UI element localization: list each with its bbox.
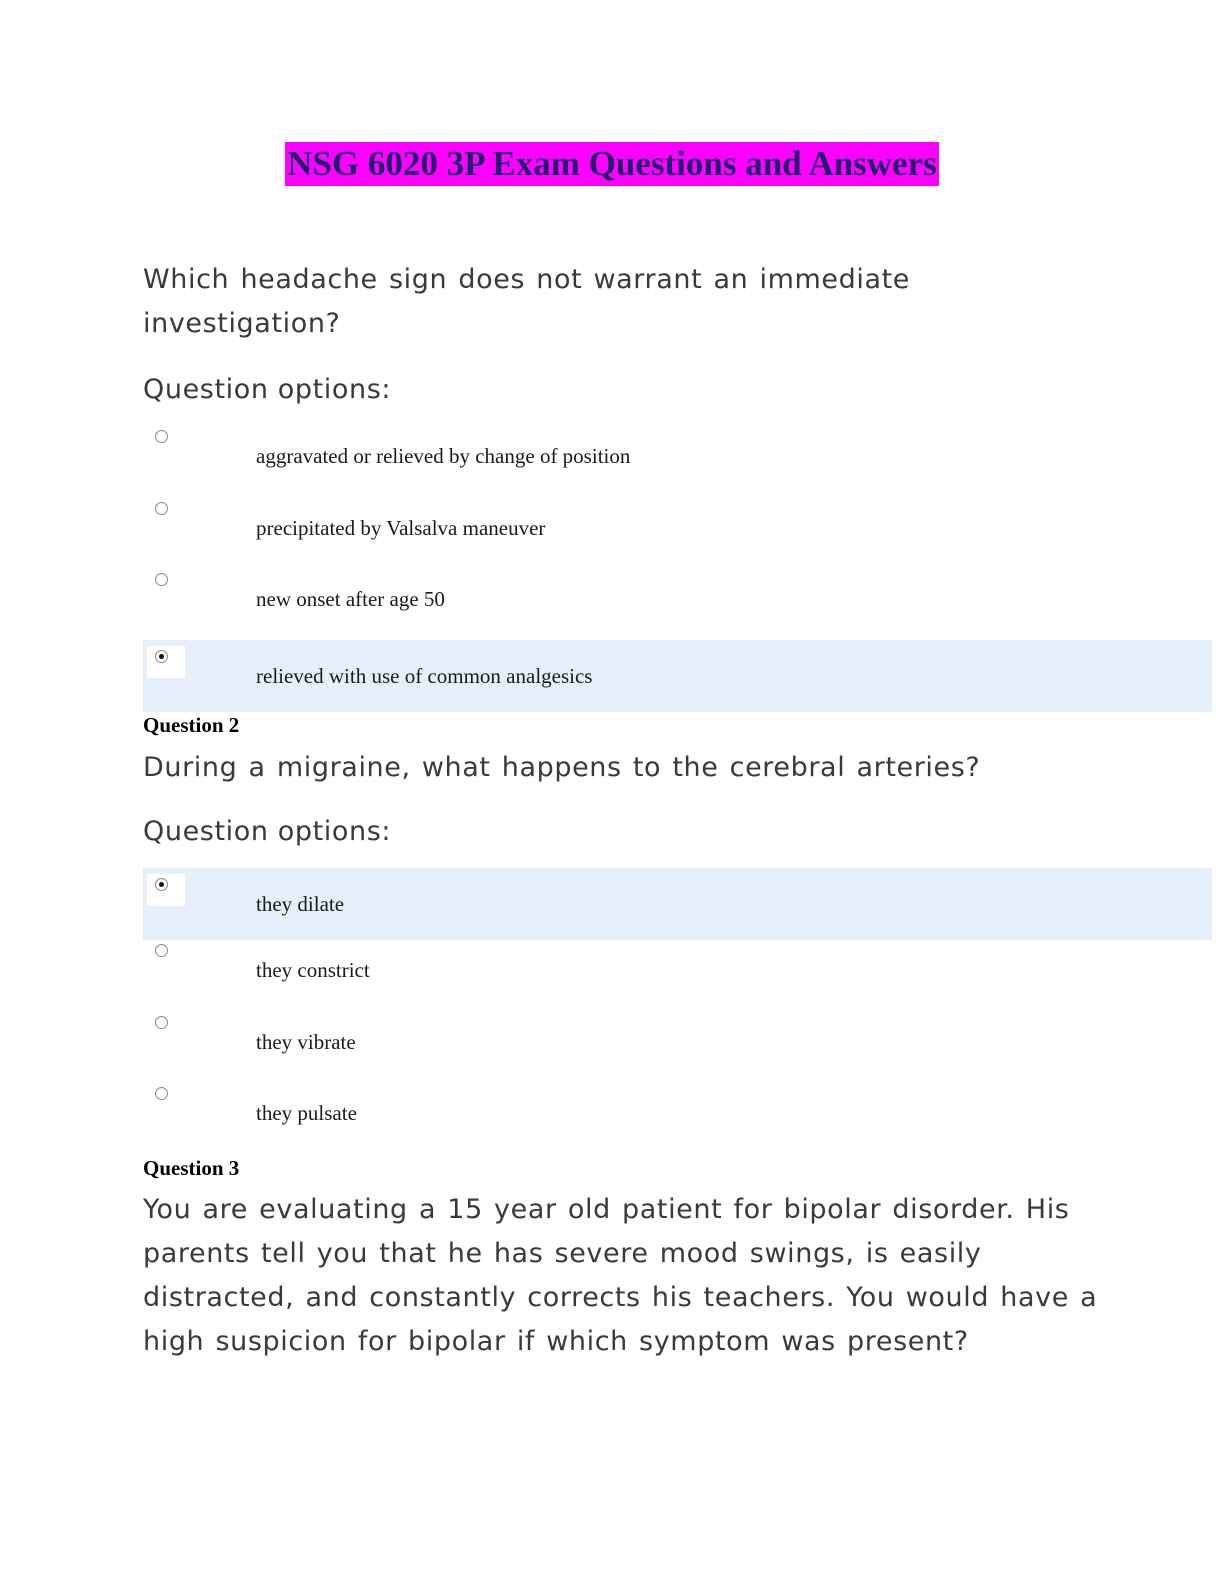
- option-label: aggravated or relieved by change of position: [256, 444, 631, 468]
- question-1-options-label: Question options:: [143, 374, 392, 405]
- question-1-option-4[interactable]: [143, 640, 1212, 712]
- option-label: precipitated by Valsalva maneuver: [256, 516, 546, 540]
- radio-button-icon[interactable]: [155, 430, 168, 443]
- question-2-options-label: Question options:: [143, 816, 392, 847]
- question-3-heading: Question 3: [143, 1156, 240, 1180]
- question-1-prompt: Which headache sign does not warrant an immediate investigation?: [143, 264, 910, 339]
- title-wrap: [0, 142, 1224, 186]
- radio-button-icon[interactable]: [155, 573, 168, 586]
- option-label: they constrict: [256, 958, 370, 982]
- option-label: they pulsate: [256, 1101, 357, 1125]
- question-2-option-4[interactable]: [143, 1077, 1212, 1149]
- question-2-prompt: During a migraine, what happens to the cerebral arteries?: [143, 752, 981, 783]
- option-label: relieved with use of common analgesics: [256, 664, 593, 688]
- radio-button-checked-icon[interactable]: [155, 650, 168, 663]
- option-label: they dilate: [256, 892, 345, 916]
- document-title: NSG 6020 3P Exam Questions and Answers: [285, 142, 939, 186]
- radio-button-checked-icon[interactable]: [155, 878, 168, 891]
- option-label: they vibrate: [256, 1030, 356, 1054]
- question-1-option-2[interactable]: [143, 492, 1212, 564]
- radio-button-icon[interactable]: [155, 502, 168, 515]
- question-1-option-1[interactable]: [143, 420, 1212, 492]
- question-3-prompt: You are evaluating a 15 year old patient for bipolar disorder. His parents tell you that he has severe mood swings, is easily distracted, and constantly corrects his teachers. You would have a high suspicion for bipolar if which symptom was present?: [143, 1194, 1098, 1357]
- radio-button-icon[interactable]: [155, 1016, 168, 1029]
- question-2-option-1[interactable]: [143, 868, 1212, 940]
- radio-button-icon[interactable]: [155, 1087, 168, 1100]
- radio-button-icon[interactable]: [155, 944, 168, 957]
- option-label: new onset after age 50: [256, 587, 445, 611]
- question-2-option-2[interactable]: [143, 934, 1212, 1006]
- question-2-option-3[interactable]: [143, 1006, 1212, 1078]
- question-1-option-3[interactable]: [143, 563, 1212, 635]
- question-2-heading: Question 2: [143, 713, 240, 737]
